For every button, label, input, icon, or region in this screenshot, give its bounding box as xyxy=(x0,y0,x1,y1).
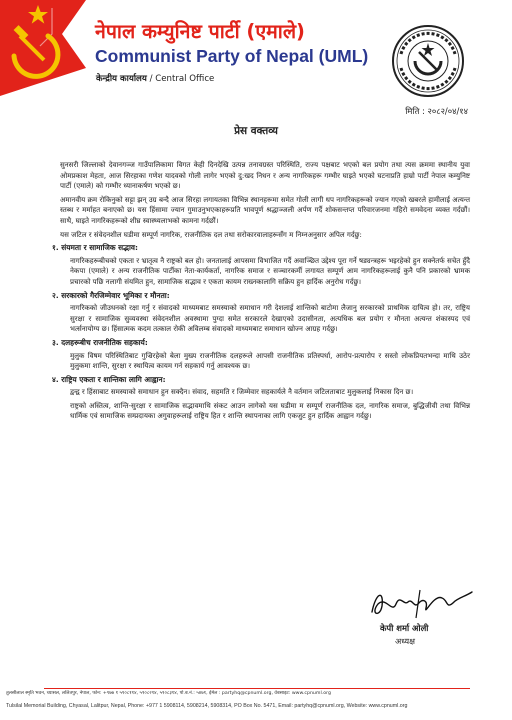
section-text: राष्ट्रको अस्तित्व, शान्ति-सुरक्षा र सामाजिक सद्भावमाथि संकट आउन लागेको यस घडीमा म सम्पूर्ण राजनीतिक दल, नागरिक समाज, बुद्धिजीवी तथा विभिन्न धार्मिक एवं सामाजिक सम्प्रदायका अगुवाहरूलाई राष्ट्रिय हित र शान्ति स्थापनाका लागि एकजुट हुन हार्दिक आह्वान गर्दछु। xyxy=(70,400,470,421)
intro-paragraph: अमानवीय क्रम रोकिनुको सट्टा झन् उग्र बन्दै आज सिरहा लगायतका विभिन्न स्थानहरूमा समेत गोली लागी धप नागरिकहरूको ज्यान गएको खबरले हामीलाई अत्यन्त स्तब्ध र मर्माहत बनाएको छ। यस हिंसामा ज्यान गुमाउनुभएकाहरूप्रति भावपूर्ण श्रद्धाञ्जली अर्पण गर्दै शोकसन्तप्त परिवारजनमा गहिरो समवेदना व्यक्त गर्दछौं। साथै, घाइते नागरिकहरूको शीघ्र स्वास्थ्यलाभको कामना गर्दछौं। xyxy=(60,194,470,225)
footer-divider xyxy=(44,688,470,689)
document-date: मिति : २०८२/०४/१४ xyxy=(405,106,468,116)
section-heading: २. सरकारको गैरजिम्मेवार भूमिका र मौनता: xyxy=(52,290,170,300)
section-text: द्वन्द्व र हिंसाबाट समस्याको समाधान हुन सक्दैन। संवाद, सहमति र जिम्मेवार सहकार्यले नै वर्तमान जटिलताबाट मुलुकलाई निकास दिन छ। xyxy=(70,387,414,397)
office-label-english: / Central Office xyxy=(149,74,215,84)
section-text: नागरिकको जीउधनको रक्षा गर्नु र संवादको माध्यमबाट समस्याको समाधान गरी देशलाई शान्तिको बाटोमा लैजानु सरकारको प्राथमिक दायित्व हो। तर, राष्ट्रिय सुरक्षा र सामाजिक सुव्यवस्था संवेदनशील अवस्थामा पुग्दा समेत सरकारले देखाएको उदासीनता, अत्यधिक बल प्रयोग र मौनता अत्यन्त शंकास्पद एवं भर्त्सनायोग्य छ। हिंसात्मक कदम तत्काल रोकी अविलम्ब संवादको माध्यमबाट समाधान खोज्न आग्रह गर्दछु। xyxy=(70,303,470,334)
office-label xyxy=(96,72,214,84)
intro-paragraph: सुनसरी जिल्लाको देवानगञ्ज गाउँपालिकामा विगत केही दिनदेखि उत्पन्न तनावग्रस्त परिस्थिति, राज्य पक्षबाट भएको बल प्रयोग तथा त्यस क्रममा स्थानीय युवा ओमप्रकाश मेहता, आज सिरहाका गणेश यादवको गोली लागेर भएको दु:खद निधन र अन्य नागरिकहरू गम्भीर घाइते भएको घटनाप्रति हाम्रो पार्टी नेपाल कम्युनिष्ट पार्टी (एमाले) को गम्भीर ध्यानाकर्षण भएको छ। xyxy=(60,160,470,191)
party-seal-icon xyxy=(391,24,465,98)
section-heading: ४. राष्ट्रिय एकता र शान्तिका लागि आह्वान: xyxy=(52,374,166,384)
handwritten-signature-icon xyxy=(362,584,482,624)
party-name-nepali: नेपाल कम्युनिष्ट पार्टी (एमाले) xyxy=(95,20,305,43)
intro-paragraph: यस जटिल र संवेदनशील घडीमा सम्पूर्ण नागरिक, राजनीतिक दल तथा सरोकारवालाहरूसँग म निम्नअनुसार अपिल गर्दछु: xyxy=(60,229,362,239)
document-title: प्रेस वक्तव्य xyxy=(234,125,278,137)
section-text: मुलुक विषम परिस्थितिबाट गुज्रिरहेको बेला मुख्य राजनीतिक दलहरूले आपसी राजनीतिक प्रतिस्पर्धा, आरोप-प्रत्यारोप र सस्तो लोकप्रियतभन्दा माथि उठेर मुलुकमा शान्ति, सुरक्षा र स्थायित्व कायम गर्न सहकार्य गर्नु आवश्यक छ। xyxy=(70,350,470,371)
section-heading: ३. दलहरूबीच राजनीतिक सहकार्य: xyxy=(52,337,148,347)
party-name-english: Communist Party of Nepal (UML) xyxy=(95,46,369,66)
office-label-nepali: केन्द्रीय कार्यालय xyxy=(96,74,147,84)
footer-address-nepali: तुलसीलाल स्मृति भवन, च्यासल, ललितपुर, नेपाल, फोन: +९७७ १ ५९०८११४, ५९०८२१४, ५९०८३१४, पो.ब.नं.: ५४७१, ईमेल : partyhq@cpnuml.org, वेबसाइट: www.cpnuml.org xyxy=(6,691,331,696)
section-text: नागरिकहरूबीचको एकता र भ्रातृत्व नै राष्ट्रको बल हो। जनतालाई आपसमा विभाजित गर्दै अवाञ्छित उद्देश्य पूरा गर्ने षड्यन्त्रहरू भइरहेको हुन सक्नेतर्फ सचेत हुँदै नेकपा (एमाले) र अन्य राजनीतिक पार्टीका नेता-कार्यकर्ता, नागरिक समाज र सञ्चारकर्मी लगायत सम्पूर्ण आम नागरिकहरूलाई कुनै पनि प्रकारको भ्रामक प्रचारको पछि नलागी संयमित हुन, सामाजिक सद्भाव र एकता कायम राख्नकालागि सक्रिय हुन हार्दिक अनुरोध गर्दछु। xyxy=(70,255,470,286)
footer-address-english: Tulsilal Memorial Building, Chyasal, Lalitpur, Nepal, Phone: +977 1 5908114, 5908214, 5908314, PO Box No. 5471, Email: partyhq@cpnuml.org, Website: www.cpnuml.org xyxy=(6,703,408,709)
signatory-name: केपी शर्मा ओली xyxy=(380,623,429,633)
section-heading: १. संयमता र सामाजिक सद्भाव: xyxy=(52,243,138,253)
statement-body xyxy=(52,160,470,425)
hammer-sickle-flag-icon xyxy=(0,0,86,96)
signatory-role: अध्यक्ष xyxy=(395,636,415,646)
